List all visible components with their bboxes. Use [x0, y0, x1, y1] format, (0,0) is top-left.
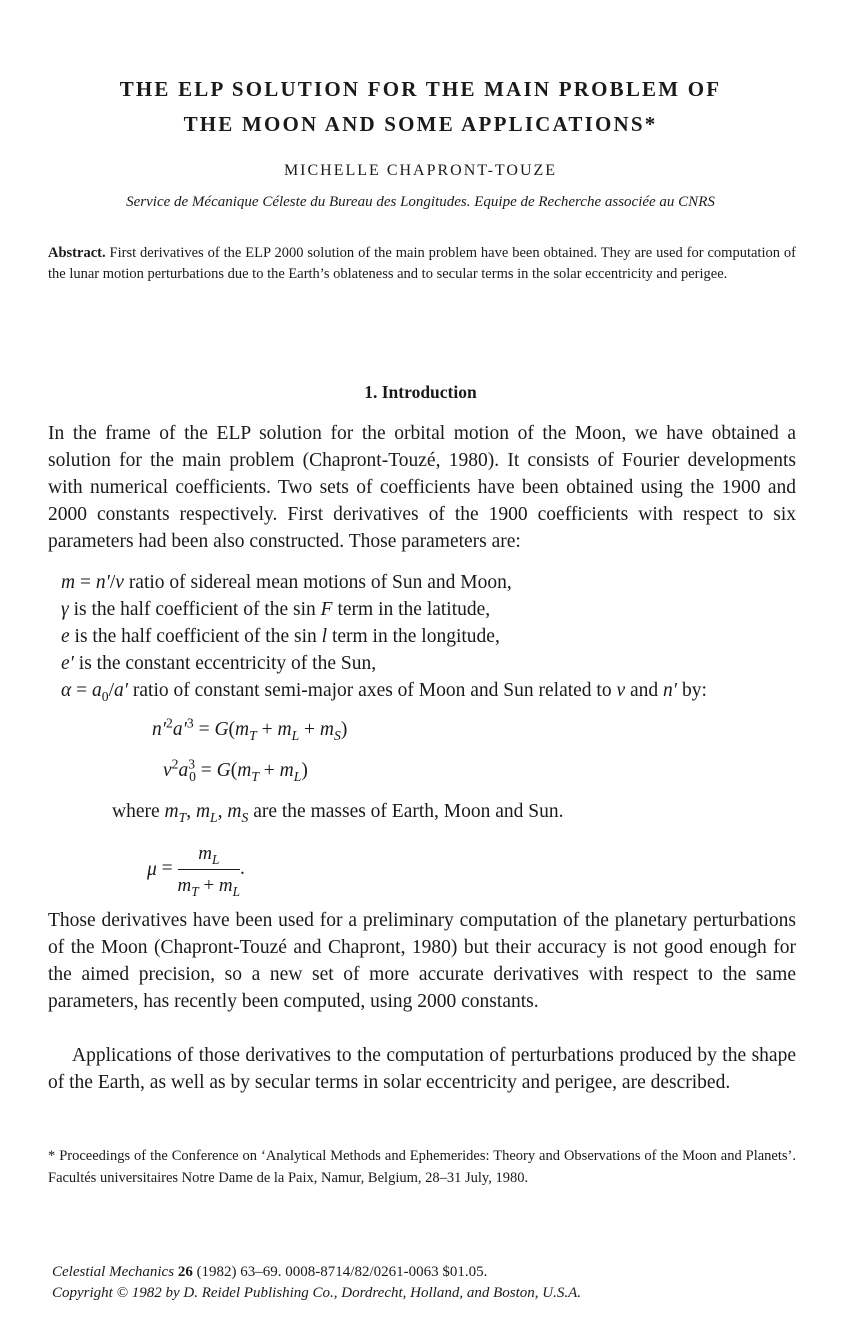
- param-gamma-text-2: term in the latitude,: [337, 599, 491, 620]
- journal-citation: [52, 1262, 581, 1283]
- copyright-text: Copyright © 1982 by D. Reidel Publishing Co., Dordrecht, Holland, and Boston, U.S.A.: [52, 1285, 581, 1301]
- journal-info: [52, 1262, 581, 1304]
- copyright: [52, 1283, 581, 1304]
- masses-sentence: where $m_T$, $m_L$, $m_S$ are the masses of Earth, Moon and Sun.: [112, 801, 564, 825]
- abstract-label: Abstract.: [48, 245, 106, 261]
- param-m: m = n′/ν ratio of sidereal mean motions of Sun and Moon,: [61, 572, 512, 593]
- param-eprime: e′ is the constant eccentricity of the Sun,: [61, 653, 377, 674]
- abstract-text: First derivatives of the ELP 2000 solution of the main problem have been obtained. They are used for computation of the lunar motion perturbations due to the Earth’s oblateness and to secular terms in the solar eccentricity and perigee.: [48, 245, 796, 282]
- equation-kepler-moon: $\nu^2a^3_0 = G(m_T + m_L)$: [163, 756, 308, 784]
- paper-title-line-1: THE ELP SOLUTION FOR THE MAIN PROBLEM OF: [119, 77, 722, 101]
- mu-fraction: $\frac{m_L}{m_T + m_L}$: [178, 840, 241, 899]
- journal-name: Celestial Mechanics: [52, 1264, 175, 1280]
- param-e-text-2: term in the longitude,: [331, 626, 500, 647]
- journal-volume: 26: [177, 1264, 193, 1280]
- param-eprime-text: is the constant eccentricity of the Sun,: [78, 653, 377, 674]
- equation-mu: μ = $\frac{m_L}{m_T + m_L}$ .: [147, 840, 245, 899]
- equation-kepler-sun: $n'^2a'^3 = G(m_T + m_L + m_S)$: [152, 715, 348, 743]
- param-gamma: γ is the half coefficient of the sin F term in the latitude,: [61, 599, 491, 620]
- param-alpha-by: by:: [681, 680, 707, 701]
- author: MICHELLE CHAPRONT-TOUZE: [283, 162, 558, 179]
- param-m-text: ratio of sidereal mean motions of Sun and Moon,: [128, 572, 512, 593]
- abstract: [48, 243, 796, 285]
- where-suffix: are the masses of Earth, Moon and Sun.: [253, 801, 564, 822]
- intro-paragraph: In the frame of the ELP solution for the orbital motion of the Moon, we have obtained a solution for the main problem (Chapront-Touzé, 1980). It consists of Fourier developments with numerical coefficients. Two sets of coefficients have been obtained using the 1900 and 2000 constants respectively. First derivatives of the 1900 coefficients with respect to six parameters had been also constructed. Those parameters are:: [48, 423, 796, 552]
- paragraph-2: Those derivatives have been used for a preliminary computation of the planetary perturbations of the Moon (Chapront-Touzé and Chapront, 1980) but their accuracy is not good enough for the aimed precision, so a new set of more accurate derivatives with respect to the same parameters, has recently been computed, using 2000 constants.: [48, 910, 796, 1012]
- param-gamma-text: is the half coefficient of the sin: [73, 599, 316, 620]
- affiliation: Service de Mécanique Céleste du Bureau des Longitudes. Equipe de Recherche associée au CNRS: [126, 194, 715, 210]
- paragraph-3: Applications of those derivatives to the computation of perturbations produced by the shape of the Earth, as well as by secular terms in solar eccentricity and perigee, are described.: [48, 1045, 796, 1093]
- footnote: * Proceedings of the Conference on ‘Analytical Methods and Ephemerides: Theory and Observations of the Moon and Planets’. Facultés universitaires Notre Dame de la Paix, Namur, Belgium, 28–31 July, 1980.: [48, 1148, 796, 1186]
- where-prefix: where: [112, 801, 160, 822]
- param-e: e is the half coefficient of the sin l term in the longitude,: [61, 626, 500, 647]
- journal-rest: (1982) 63–69. 0008-8714/82/0261-0063 $01.05.: [196, 1264, 488, 1280]
- param-e-text: is the half coefficient of the sin: [74, 626, 317, 647]
- param-alpha-and: and: [630, 680, 659, 701]
- section-heading: 1. Introduction: [364, 382, 477, 402]
- paper-title-line-2: THE MOON AND SOME APPLICATIONS*: [183, 112, 658, 136]
- param-alpha: $\alpha = a_0/a'$ ratio of constant semi-major axes of Moon and Sun related to ν and n′ by:: [61, 680, 707, 704]
- param-alpha-text: ratio of constant semi-major axes of Moon and Sun related to: [132, 680, 612, 701]
